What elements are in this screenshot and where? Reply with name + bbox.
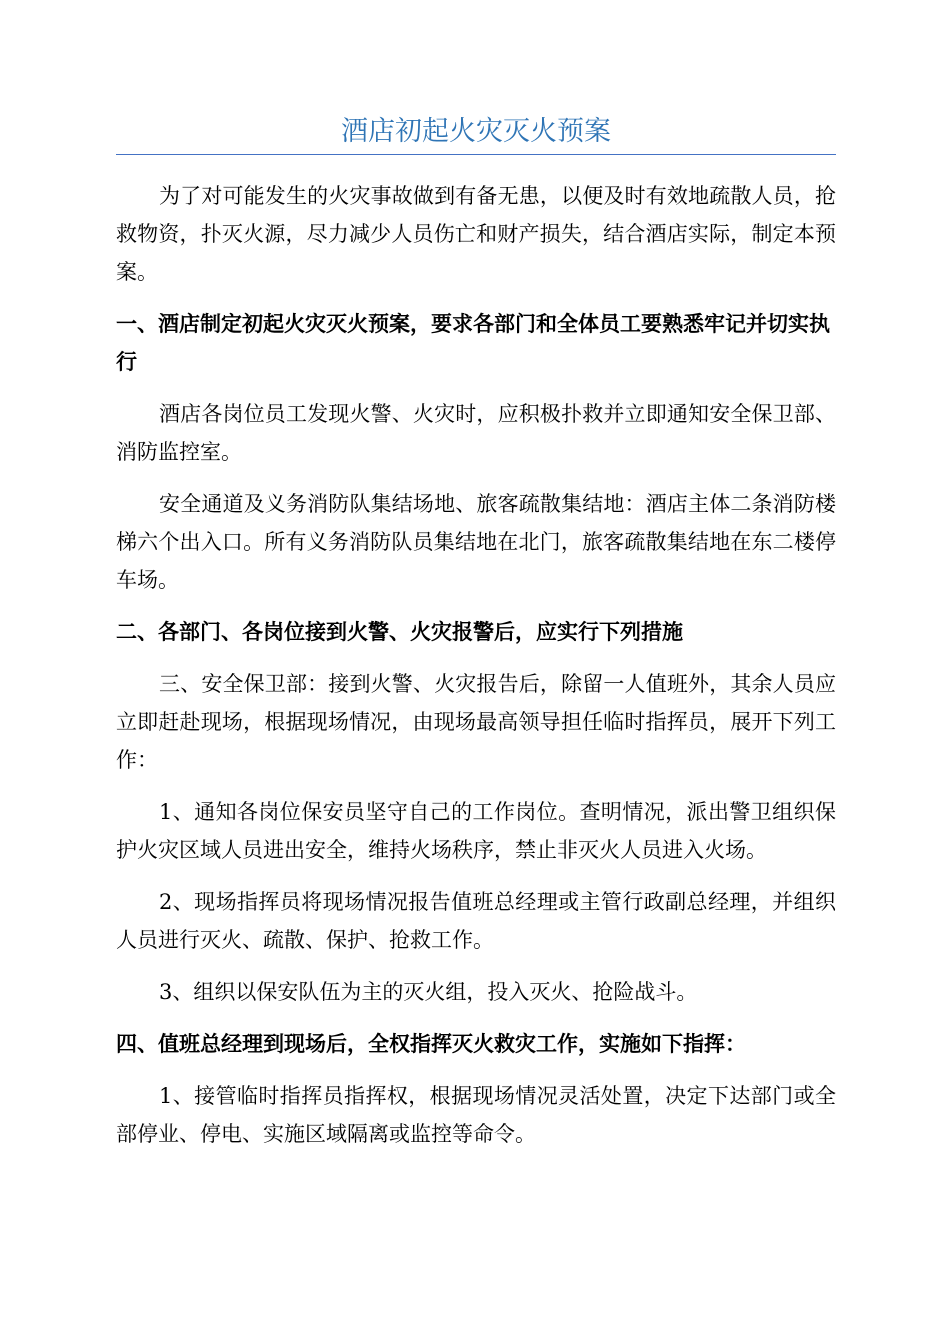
section-2-paragraph: 三、安全保卫部：接到火警、火灾报告后，除留一人值班外，其余人员应立即赶赴现场，根据现场情况，由现场最高领导担任临时指挥员，展开下列工作：: [116, 672, 836, 772]
document-page: [116, 112, 836, 1153]
section-2-paragraph: 2、现场指挥员将现场情况报告值班总经理或主管行政副总经理，并组织人员进行灭火、疏散、保护、抢救工作。: [116, 890, 836, 952]
document-title: 酒店初起火灾灭火预案: [116, 112, 836, 155]
section-2-heading: 二、各部门、各岗位接到火警、火灾报警后，应实行下列措施: [116, 620, 683, 644]
section-2-paragraph: 3、组织以保安队伍为主的灭火组，投入灭火、抢险战斗。: [159, 980, 698, 1004]
section-2-paragraph: 1、通知各岗位保安员坚守自己的工作岗位。查明情况，派出警卫组织保护火灾区域人员进出安全，维持火场秩序，禁止非灭火人员进入火场。: [116, 800, 836, 862]
intro-paragraph: 为了对可能发生的火灾事故做到有备无患，以便及时有效地疏散人员，抢救物资，扑灭火源，尽力减少人员伤亡和财产损失，结合酒店实际，制定本预案。: [116, 184, 836, 284]
section-1-paragraph: 安全通道及义务消防队集结场地、旅客疏散集结地：酒店主体二条消防楼梯六个出入口。所有义务消防队员集结地在北门，旅客疏散集结地在东二楼停车场。: [116, 492, 836, 592]
section-4-paragraph: 1、接管临时指挥员指挥权，根据现场情况灵活处置，决定下达部门或全部停业、停电、实施区域隔离或监控等命令。: [116, 1084, 836, 1146]
section-4-heading: 四、值班总经理到现场后，全权指挥灭火救灾工作，实施如下指挥：: [116, 1032, 746, 1056]
section-1-paragraph: 酒店各岗位员工发现火警、火灾时，应积极扑救并立即通知安全保卫部、消防监控室。: [116, 402, 836, 464]
section-1-heading: 一、酒店制定初起火灾灭火预案，要求各部门和全体员工要熟悉牢记并切实执行: [116, 312, 830, 374]
